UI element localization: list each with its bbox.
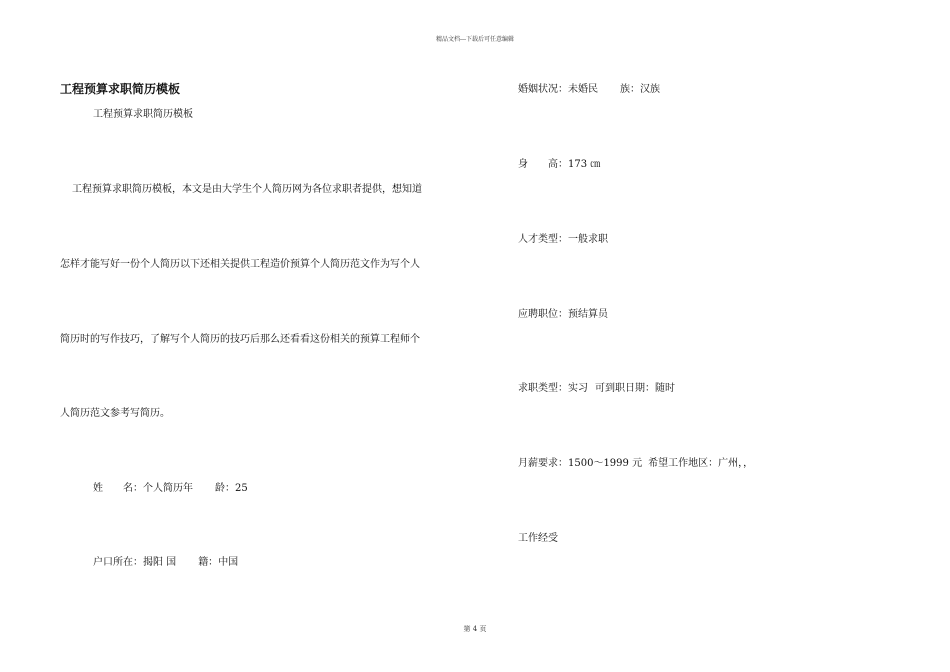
salary-value: 1500～1999 元	[568, 458, 643, 469]
name-value: 个人简历年	[143, 483, 193, 494]
hukou-label: 户口所在：	[93, 557, 143, 568]
age-label: 龄：	[215, 483, 235, 494]
paragraph-line: 工程预算求职简历模板，本文是由大学生个人简历网为各位求职者提供，想知道	[72, 184, 422, 195]
location-label: 希望工作地区：	[648, 458, 719, 469]
document-subtitle: 工程预算求职简历模板	[93, 109, 193, 120]
marital-value: 未婚民	[568, 84, 598, 95]
salary-row	[518, 454, 753, 469]
location-value: 广州，，	[718, 458, 754, 469]
position-row	[518, 305, 608, 320]
talent-row	[518, 230, 608, 245]
page-number: 第 4 页	[463, 625, 487, 633]
hukou-value: 揭阳 国	[143, 557, 177, 568]
marital-label: 婚姻状况：	[518, 84, 568, 95]
position-label: 应聘职位：	[518, 309, 568, 320]
name-age-row	[93, 479, 248, 494]
talent-value: 一般求职	[568, 234, 608, 245]
document-title: 工程预算求职简历模板	[60, 82, 181, 96]
jiguan-value: 中国	[218, 557, 239, 568]
hukou-row	[93, 553, 238, 568]
ethnic-value: 汉族	[640, 84, 660, 95]
salary-label: 月薪要求：	[518, 458, 568, 469]
height-row	[518, 155, 600, 170]
paragraph-line: 怎样才能写好一份个人简历以下还相关提供工程造价预算个人简历范文作为写个人	[60, 259, 420, 270]
name-label: 姓 名：	[93, 483, 143, 494]
height-label: 身 高：	[518, 159, 568, 170]
jobtype-value: 实习	[568, 383, 588, 394]
age-value: 25	[235, 483, 248, 494]
paragraph-line: 简历时的写作技巧，了解写个人简历的技巧后那么还看看这份相关的预算工程师个	[60, 334, 420, 345]
jiguan-label: 籍：	[198, 557, 219, 568]
jobtype-label: 求职类型：	[518, 383, 568, 394]
talent-label: 人才类型：	[518, 234, 568, 245]
position-value: 预结算员	[568, 309, 608, 320]
height-value: 173 ㎝	[568, 159, 601, 170]
start-date-label: 可到职日期：	[595, 383, 655, 394]
header-note: 精品文档---下载后可任意编辑	[435, 36, 515, 43]
jobtype-row	[518, 379, 675, 394]
ethnic-label: 族：	[620, 84, 640, 95]
experience-heading: 工作经受	[518, 533, 558, 544]
start-date-value: 随时	[655, 383, 675, 394]
paragraph-line: 人简历范文参考写简历。	[60, 408, 170, 419]
marital-row	[518, 80, 660, 95]
